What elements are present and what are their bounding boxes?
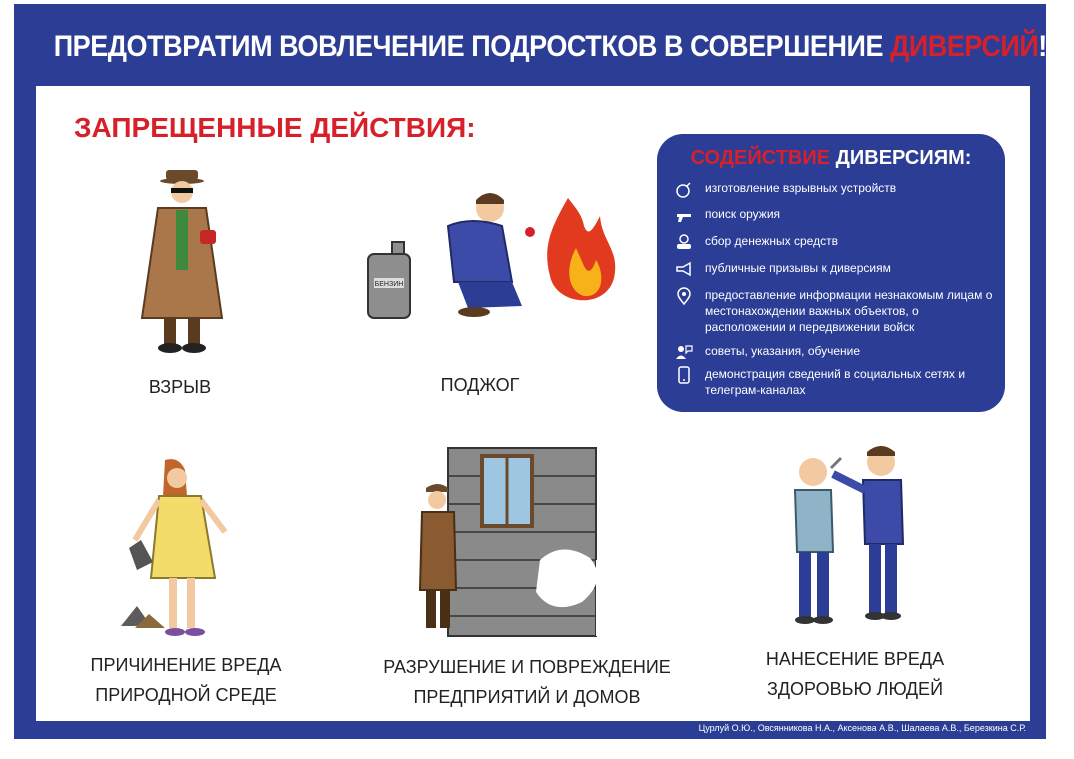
caption-explosion: ВЗРЫВ <box>148 377 212 397</box>
gun-icon <box>675 206 693 224</box>
caption-arson: ПОДЖОГ <box>440 375 520 395</box>
assistance-item-text: предоставление информации незнакомым лицам о местонахождении важных объектов, о расположении и передвижении войск <box>705 288 993 334</box>
assistance-item <box>675 233 1000 251</box>
assistance-title-accent: СОДЕЙСТВИЕ <box>690 147 831 169</box>
poster-title <box>53 30 1047 64</box>
arson-illustration <box>362 186 622 321</box>
assistance-box <box>657 134 1005 412</box>
assistance-item <box>675 366 1000 398</box>
caption-environment-harm <box>76 650 296 710</box>
canister-label: БЕНЗИН <box>374 281 404 288</box>
assistance-item-text: демонстрация сведений в социальных сетях и телеграм-каналах <box>705 367 966 397</box>
assistance-item <box>675 206 1000 224</box>
forbidden-actions-heading: ЗАПРЕЩЕННЫЕ ДЕЙСТВИЯ: <box>74 112 476 143</box>
assistance-item <box>675 260 1000 278</box>
megaphone-icon <box>675 260 693 278</box>
title-accent: ДИВЕРСИЙ <box>890 30 1039 63</box>
assistance-item <box>675 180 1000 198</box>
credits: Цурлуй О.Ю., Овсянникова Н.А., Аксенова А.В., Шалаева А.В., Березкина С.Р. <box>698 723 1026 733</box>
assistance-item <box>675 343 1000 361</box>
caption-environment-harm-line2: ПРИРОДНОЙ СРЕДЕ <box>95 685 277 705</box>
location-icon <box>675 287 693 305</box>
assistance-title-rest: ДИВЕРСИЯМ: <box>830 147 972 169</box>
environment-harm-illustration <box>115 456 235 641</box>
title-end: ! <box>1038 30 1047 63</box>
caption-health-harm-line1: НАНЕСЕНИЕ ВРЕДА <box>765 649 945 669</box>
money-icon <box>675 233 693 251</box>
health-harm-illustration <box>785 440 925 630</box>
caption-destruction-line2: ПРЕДПРИЯТИЙ И ДОМОВ <box>413 687 641 707</box>
phone-icon <box>675 366 693 384</box>
assistance-item-text: публичные призывы к диверсиям <box>705 261 891 275</box>
destruction-illustration <box>412 440 637 640</box>
assistance-title <box>657 147 1005 170</box>
explosion-illustration <box>130 168 240 358</box>
assistance-item-text: советы, указания, обучение <box>705 344 861 358</box>
assistance-item-text: сбор денежных средств <box>705 234 838 248</box>
advice-icon <box>675 343 693 361</box>
assistance-item-text: поиск оружия <box>705 207 781 221</box>
caption-destruction <box>372 652 682 712</box>
caption-health-harm <box>750 644 960 704</box>
caption-destruction-line1: РАЗРУШЕНИЕ И ПОВРЕЖДЕНИЕ <box>383 657 671 677</box>
caption-health-harm-line2: ЗДОРОВЬЮ ЛЮДЕЙ <box>766 679 944 699</box>
title-main: ПРЕДОТВРАТИМ ВОВЛЕЧЕНИЕ ПОДРОСТКОВ В СОВЕРШЕНИЕ <box>53 30 891 63</box>
caption-environment-harm-line1: ПРИЧИНЕНИЕ ВРЕДА <box>90 655 282 675</box>
assistance-item <box>675 287 1000 335</box>
assistance-item-text: изготовление взрывных устройств <box>705 181 897 195</box>
bomb-icon <box>675 180 693 198</box>
